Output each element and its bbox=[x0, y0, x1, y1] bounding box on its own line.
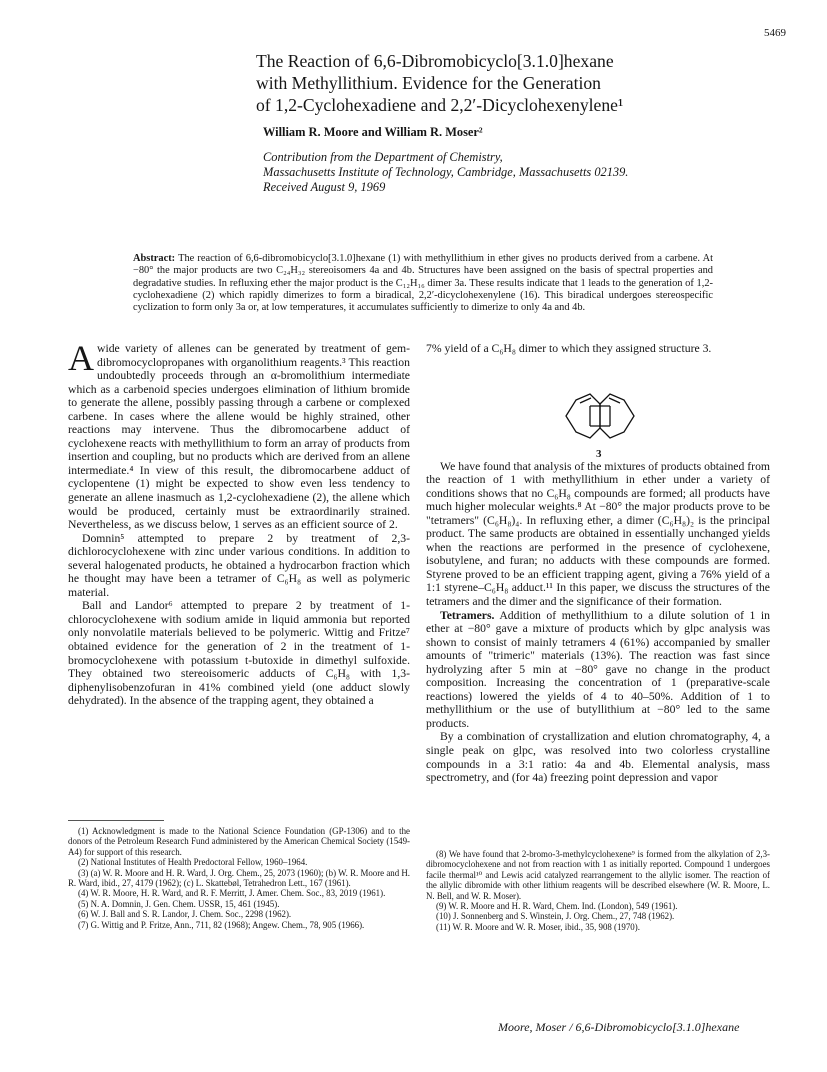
title-line: The Reaction of 6,6-Dibromobicyclo[3.1.0]hexane bbox=[256, 51, 614, 71]
page-number: 5469 bbox=[764, 27, 786, 39]
footnote: (3) (a) W. R. Moore and H. R. Ward, J. Org. Chem., 25, 2073 (1960); (b) W. R. Moore and H. R. Ward, ibid., 27, 4179 (1962); (c) L. Skattebøl, Tetrahedron Lett., 167 (1961). bbox=[68, 867, 410, 889]
footnote: (6) W. J. Ball and S. R. Landor, J. Chem. Soc., 2298 (1962). bbox=[78, 909, 292, 920]
paragraph: Ball and Landor⁶ attempted to prepare 2 by treatment of 1-chlorocyclohexene with sodium amide in liquid ammonia but reported only nonvolatile materials believed to be polymeric. Wittig and Fritze⁷ obtained evidence for the generation of 2 in the treatment of 1-bromocyclohexene with potassium t-butoxide in dimethyl sulfoxide. They obtained two stereoisomeric adducts of C₆H₈ with 1,3-diphenylisobenzofuran in 41% combined yield (one adduct slowly dehydrated). In the absence of the trapping agent, they obtained a bbox=[68, 599, 410, 708]
affiliation-line: Massachusetts Institute of Technology, Cambridge, Massachusetts 02139. bbox=[263, 165, 629, 179]
article-title bbox=[256, 50, 756, 116]
footnote: (8) We have found that 2-bromo-3-methylcyclohexene⁹ is formed from the alkylation of 2,3-dibromocyclohexene and not from reaction with 1 as initially reported. Compound 1 undergoes facile thermal¹⁰ and Lewis acid catalyzed rearrangement to the allylic isomer. The reaction of the allylic dibromide with other lithium reagents will be described elsewhere (W. R. Moore, L. N. Bell, and W. R. Moser). bbox=[426, 849, 770, 901]
footnote: (7) G. Wittig and P. Fritze, Ann., 711, 82 (1968); Angew. Chem., 78, 905 (1966). bbox=[78, 919, 365, 930]
footnote: (5) N. A. Domnin, J. Gen. Chem. USSR, 15, 461 (1945). bbox=[78, 898, 280, 909]
double-bond bbox=[580, 398, 591, 403]
left-ring bbox=[566, 394, 600, 438]
paragraph: 7% yield of a C₆H₈ dimer to which they assigned structure 3. bbox=[426, 342, 712, 355]
footnote: (4) W. R. Moore, H. R. Ward, and R. F. Merritt, J. Amer. Chem. Soc., 83, 2019 (1961). bbox=[78, 888, 386, 899]
abstract-text: The reaction of 6,6-dibromobicyclo[3.1.0]hexane (1) with methyllithium in ether gives no products derived from a carbene. At −80° the major products are two C₂₄H₃₂ stereoisomers 4a and 4b. Structures have been assigned on the basis of spectral properties and degradative studies. In refluxing ether the major product is the C₁₂H₁₆ dimer 3a. These results indicate that 1 leads to the generation of 1,2-cyclohexadiene (2) which rapidly dimerizes to form a biradical, 2,2′-dicyclohexenylene (16). This biradical undergoes stereospecific cyclization to form only 3a or, at low temperatures, it accumulates sufficiently to dimerize to only 4a and 4b. bbox=[133, 253, 713, 314]
right-ring bbox=[600, 394, 634, 438]
footnote-rule bbox=[68, 820, 164, 821]
paragraph: We have found that analysis of the mixtures of products obtained from the reaction of 1 with methyllithium in ether under a variety of conditions shows that no C₆H₈ compounds are formed; all products have much higher molecular weights.⁸ At −80° the major products prove to be "tetramers" (C₆H₈)₄. In refluxing ether, a dimer (C₆H₈)₂ is the principal product. The same products are obtained in essentially unchanged yields when the reactions are performed in the presence of cyclohexene, isobutylene, and furan; no adducts with these compounds are formed. Styrene proved to be an efficient trapping agent, giving a 76% yield of a 1:1 styrene–C₆H₈ adduct.¹¹ In this paper, we discuss the structures of the tetramers and the dimer and the significance of their formation. bbox=[426, 459, 770, 609]
affiliation bbox=[263, 150, 783, 195]
structure-3-diagram bbox=[556, 390, 646, 446]
drop-cap: A bbox=[68, 338, 94, 378]
footnotes-left bbox=[68, 820, 410, 930]
footnote: (10) J. Sonnenberg and S. Winstein, J. Org. Chem., 27, 748 (1962). bbox=[436, 911, 675, 922]
paragraph: wide variety of allenes can be generated by treatment of gem-dibromocyclopropanes with organolithium reagents.³ This reaction undoubtedly proceeds through an α-bromolithium intermediate which as a carbenoid species undergoes elimination of lithium bromide to generate the allene, possibly passing through a carbene or complexed carbene. In cases where the allene would be highly strained, other reactions may intervene. Thus the dibromocarbene adduct of cyclohexene reacts with methyllithium to form an array of products from insertion and coupling, but no products which are derived from an allene intermediate.⁴ In view of this result, the dibromocarbene adduct of cyclopentene (1) might be expected to show even less tendency to generate an allene inasmuch as 1,2-cyclohexadiene (2), the allene which would be produced, certainly must be extraordinarily strained. Nevertheless, as we discuss below, 1 serves as an efficient source of 2. bbox=[68, 342, 410, 532]
footnote: (11) W. R. Moore and W. R. Moser, ibid., 35, 908 (1970). bbox=[436, 921, 640, 932]
affiliation-line: Contribution from the Department of Chemistry, bbox=[263, 150, 503, 164]
paragraph: By a combination of crystallization and elution chromatography, 4, a single peak on glpc, was resolved into two colorless crystalline compounds in a 3:1 ratio: 4a and 4b. Elemental analysis, mass spectrometry, and (for 4a) freezing point depression and vapor bbox=[426, 730, 770, 785]
footnote: (9) W. R. Moore and H. R. Ward, Chem. Ind. (London), 549 (1961). bbox=[436, 901, 678, 912]
footnote: (2) National Institutes of Health Predoctoral Fellow, 1960–1964. bbox=[78, 857, 308, 868]
left-column bbox=[68, 338, 410, 708]
abstract bbox=[133, 253, 713, 314]
title-line: of 1,2-Cyclohexadiene and 2,2′-Dicyclohexenylene¹ bbox=[256, 95, 624, 115]
footnote: (1) Acknowledgment is made to the National Science Foundation (GP-1306) and to the donors of the Petroleum Research Fund administered by the American Chemical Society (1549-A4) for support of this research. bbox=[68, 826, 410, 857]
title-line: with Methyllithium. Evidence for the Generation bbox=[256, 73, 601, 93]
paragraph: Tetramers. Addition of methyllithium to a dilute solution of 1 in ether at −80° gave a mixture of products which by glpc analysis was shown to consist of mainly tetramers 4 (61%) accompanied by smaller amounts of "trimeric" materials (13%). The reaction was fast since hydrolyzing after 5 min at −80° gave no change in the product composition. Increasing the concentration of 1 (preparative-scale reactions) lowered the yields of 4 to 40–50%. Addition of 1 to methyllithium or the use of butyllithium at −80° led to the same products. bbox=[426, 608, 770, 730]
double-bond bbox=[609, 398, 620, 403]
section-heading: Tetramers. bbox=[440, 608, 495, 622]
structure-label: 3 bbox=[596, 448, 602, 460]
footnotes-right bbox=[426, 849, 770, 932]
abstract-label: Abstract: bbox=[133, 253, 176, 264]
running-footer: Moore, Moser / 6,6-Dibromobicyclo[3.1.0]hexane bbox=[498, 1020, 740, 1034]
paragraph: Domnin⁵ attempted to prepare 2 by treatment of 2,3-dichlorocyclohexene with zinc under various conditions. In addition to several halogenated products, he obtained a hydrocarbon fraction which he thought may have been a tetramer of C₆H₈ as well as polymeric material. bbox=[68, 531, 410, 599]
received-date: Received August 9, 1969 bbox=[263, 180, 386, 194]
authors: William R. Moore and William R. Moser² bbox=[263, 125, 483, 139]
